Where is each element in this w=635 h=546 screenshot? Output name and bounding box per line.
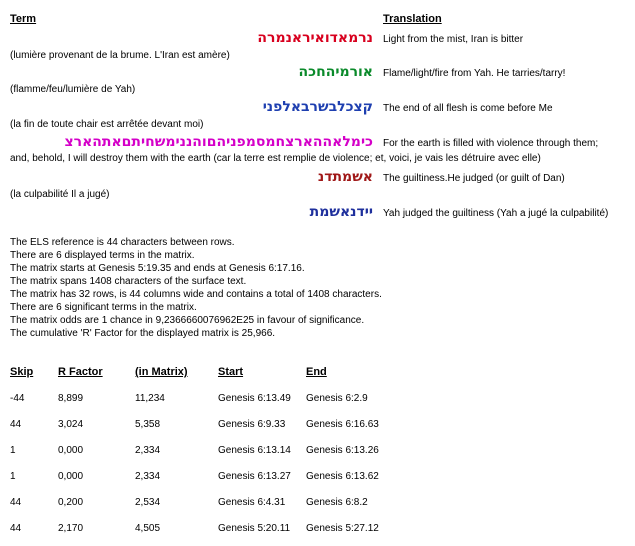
skip-cell: 1 [10,445,16,456]
stat-line: The matrix odds are 1 chance in 9,2366660076962E25 in favour of significance. [10,315,365,326]
skip-column-header: Skip [10,366,34,378]
start-cell: Genesis 6:13.49 [218,393,291,404]
hebrew-term: יידנאשמת [309,204,373,220]
r-factor-cell: 3,024 [58,419,84,430]
skip-cell: -44 [10,393,25,404]
start-cell: Genesis 6:13.14 [218,445,291,456]
r-factor-cell: 0,200 [58,497,84,508]
term-french-translation: (la culpabilité Il a jugé) [10,189,110,200]
stat-line: The matrix spans 1408 characters of the surface text. [10,276,247,287]
start-cell: Genesis 6:13.27 [218,471,291,482]
end-column-header: End [306,366,327,378]
end-cell: Genesis 6:16.63 [306,419,379,430]
stat-line: The matrix starts at Genesis 5:19.35 and ends at Genesis 6:17.16. [10,263,305,274]
in-matrix-cell: 4,505 [135,523,161,534]
term-french-translation: (lumière provenant de la brume. L'Iran est amère) [10,50,230,61]
term-translation: The guiltiness.He judged (or guilt of Dan) [383,173,565,184]
end-cell: Genesis 6:13.62 [306,471,379,482]
matrix-statistics [10,236,382,340]
r-factor-column-header: R Factor [58,366,103,378]
term-french-translation: and, behold, I will destroy them with the earth (car la terre est remplie de violence; et, voici, je vais les détruire avec elle) [10,153,541,164]
in-matrix-column-header: (in Matrix) [135,366,188,378]
stat-line: The ELS reference is 44 characters between rows. [10,237,235,248]
stat-line: There are 6 displayed terms in the matrix. [10,250,195,261]
stat-line: The matrix has 32 rows, is 44 columns wide and contains a total of 1408 characters. [10,289,382,300]
start-cell: Genesis 5:20.11 [218,523,291,534]
in-matrix-cell: 2,334 [135,471,161,482]
r-factor-cell: 8,899 [58,393,84,404]
term-translation: For the earth is filled with violence through them; [383,138,599,149]
end-cell: Genesis 6:8.2 [306,497,368,508]
term-french-translation: (flamme/feu/lumière de Yah) [10,84,136,95]
term-translation: Light from the mist, Iran is bitter [383,34,524,45]
end-cell: Genesis 6:2.9 [306,393,368,404]
skip-cell: 44 [10,497,22,508]
stat-line: There are 6 significant terms in the matrix. [10,302,197,313]
term-translation: The end of all flesh is come before Me [383,103,553,114]
term-french-translation: (la fin de toute chair est arrêtée devant moi) [10,119,204,130]
translation-column-header: Translation [383,13,442,25]
hebrew-term: נרמאדואיראנמרה [257,30,373,46]
skip-cell: 44 [10,523,22,534]
term-column-header: Term [10,13,37,25]
start-column-header: Start [218,366,244,378]
hebrew-term: אשמתדנ [317,169,373,185]
r-factor-cell: 0,000 [58,471,84,482]
term-translation: Yah judged the guiltiness (Yah a jugé la culpabilité) [383,208,609,219]
start-cell: Genesis 6:9.33 [218,419,286,430]
skip-cell: 1 [10,471,16,482]
in-matrix-cell: 11,234 [135,393,165,404]
term-translation: Flame/light/fire from Yah. He tarries/tarry! [383,68,566,79]
end-cell: Genesis 5:27.12 [306,523,379,534]
hebrew-term: קצכלבשרבאלפני [262,99,373,115]
start-cell: Genesis 6:4.31 [218,497,286,508]
end-cell: Genesis 6:13.26 [306,445,379,456]
hebrew-term: אורמיהחכה [298,64,373,80]
in-matrix-cell: 2,534 [135,497,161,508]
in-matrix-cell: 2,334 [135,445,161,456]
in-matrix-cell: 5,358 [135,419,161,430]
skip-cell: 44 [10,419,22,430]
stat-line: The cumulative 'R' Factor for the displayed matrix is 25,966. [10,328,276,339]
r-factor-cell: 2,170 [58,523,84,534]
hebrew-term: כימלאההארצחמסמפניהםוהננימשחיתםאתהארצ [64,134,373,150]
r-factor-cell: 0,000 [58,445,84,456]
